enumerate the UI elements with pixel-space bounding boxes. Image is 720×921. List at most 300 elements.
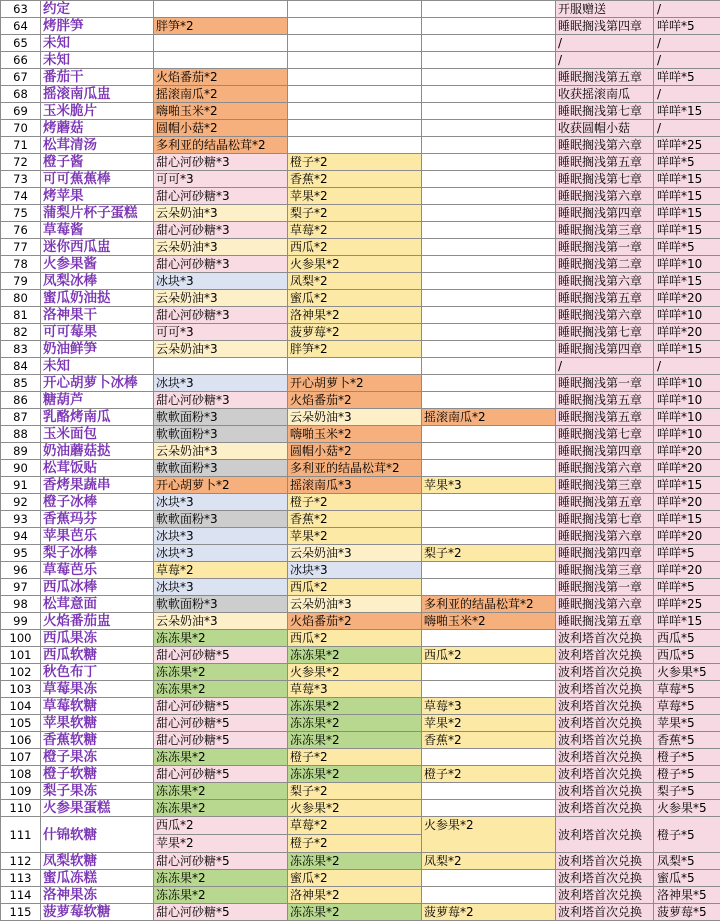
row-number: 103 [1, 681, 41, 698]
ingredient-2: 冻冻果*2 [288, 853, 422, 870]
cost-cell: / [654, 120, 720, 137]
ingredient-3: 凤梨*2 [422, 853, 556, 870]
row-number: 85 [1, 375, 41, 392]
table-row [1, 171, 720, 188]
row-number: 90 [1, 460, 41, 477]
source-cell: 睡眠搁浅第六章 [556, 460, 654, 477]
row-number: 95 [1, 545, 41, 562]
ingredient-3: 摇滚南瓜*2 [422, 409, 556, 426]
row-number: 96 [1, 562, 41, 579]
row-number: 68 [1, 86, 41, 103]
source-cell: 睡眠搁浅第五章 [556, 613, 654, 630]
cost-cell: 咩咩*10 [654, 375, 720, 392]
row-number: 63 [1, 1, 41, 18]
ingredient-3: 梨子*2 [422, 545, 556, 562]
cost-cell: 咩咩*15 [654, 273, 720, 290]
row-number: 71 [1, 137, 41, 154]
row-number: 82 [1, 324, 41, 341]
row-number: 76 [1, 222, 41, 239]
row-number: 66 [1, 52, 41, 69]
ingredient-2: 苹果*2 [288, 528, 422, 545]
dish-name: 糖葫芦 [41, 392, 154, 409]
cost-cell: 咩咩*10 [654, 307, 720, 324]
dish-name: 摇滚南瓜盅 [41, 86, 154, 103]
ingredient-3 [422, 256, 556, 273]
ingredient-2 [288, 18, 422, 35]
row-number: 77 [1, 239, 41, 256]
table-row [1, 154, 720, 171]
table-row [1, 579, 720, 596]
ingredient-3 [422, 324, 556, 341]
cost-cell: / [654, 1, 720, 18]
table-row [1, 887, 720, 904]
source-cell: 睡眠搁浅第二章 [556, 256, 654, 273]
cost-cell: 咩咩*10 [654, 392, 720, 409]
cost-cell: 咩咩*15 [654, 341, 720, 358]
dish-name: 西瓜果冻 [41, 630, 154, 647]
dish-name: 玉米脆片 [41, 103, 154, 120]
ingredient-3 [422, 307, 556, 324]
source-cell: 睡眠搁浅第四章 [556, 545, 654, 562]
dish-name: 松茸清汤 [41, 137, 154, 154]
ingredient-3 [422, 205, 556, 222]
dish-name: 火参果蛋糕 [41, 800, 154, 817]
dish-name: 乳酪烤南瓜 [41, 409, 154, 426]
ingredient-3 [422, 749, 556, 766]
cost-cell: 橙子*5 [654, 766, 720, 783]
source-cell: 波利塔首次兑换 [556, 904, 654, 921]
dish-name: 西瓜冰棒 [41, 579, 154, 596]
recipe-table-body [1, 1, 720, 921]
ingredient-1: 軟軟面粉*3 [154, 409, 288, 426]
table-row [1, 749, 720, 766]
dish-name: 蒲梨片杯子蛋糕 [41, 205, 154, 222]
source-cell: 波利塔首次兑换 [556, 853, 654, 870]
ingredient-3 [422, 783, 556, 800]
row-number: 110 [1, 800, 41, 817]
row-number: 87 [1, 409, 41, 426]
ingredient-1: 云朵奶油*3 [154, 239, 288, 256]
row-number: 92 [1, 494, 41, 511]
ingredient-3: 苹果*2 [422, 715, 556, 732]
ingredient-1: 甜心河砂糖*3 [154, 154, 288, 171]
ingredient-2: 云朵奶油*3 [288, 545, 422, 562]
table-row [1, 375, 720, 392]
source-cell: 波利塔首次兑换 [556, 664, 654, 681]
ingredient-1 [154, 52, 288, 69]
ingredient-1a: 西瓜*2 [154, 817, 287, 834]
row-number: 79 [1, 273, 41, 290]
dish-name: 未知 [41, 358, 154, 375]
ingredient-1: 可可*3 [154, 171, 288, 188]
source-cell: 睡眠搁浅第六章 [556, 273, 654, 290]
source-cell: 睡眠搁浅第六章 [556, 188, 654, 205]
cost-cell: 咩咩*20 [654, 460, 720, 477]
cost-cell: 咩咩*20 [654, 494, 720, 511]
row-number: 111 [1, 817, 41, 853]
table-row [1, 120, 720, 137]
row-number: 93 [1, 511, 41, 528]
table-row [1, 460, 720, 477]
source-cell: 睡眠搁浅第四章 [556, 205, 654, 222]
source-cell: 睡眠搁浅第七章 [556, 171, 654, 188]
ingredient-2: 橙子*2 [288, 154, 422, 171]
source-cell: 睡眠搁浅第六章 [556, 307, 654, 324]
dish-name: 草莓果冻 [41, 681, 154, 698]
ingredient-1: 軟軟面粉*3 [154, 596, 288, 613]
cost-cell: 咩咩*25 [654, 137, 720, 154]
dish-name: 草莓软糖 [41, 698, 154, 715]
table-row [1, 630, 720, 647]
table-row [1, 800, 720, 817]
ingredient-2: 冻冻果*2 [288, 904, 422, 921]
cost-cell: 咩咩*15 [654, 171, 720, 188]
cost-cell: 咩咩*10 [654, 409, 720, 426]
ingredient-1: 甜心河砂糖*5 [154, 904, 288, 921]
cost-cell: 咩咩*5 [654, 579, 720, 596]
ingredient-2: 洛神果*2 [288, 887, 422, 904]
cost-cell: 咩咩*15 [654, 477, 720, 494]
ingredient-3 [422, 86, 556, 103]
ingredient-3 [422, 341, 556, 358]
row-number: 86 [1, 392, 41, 409]
table-row [1, 205, 720, 222]
ingredient-2: 火焰番茄*2 [288, 392, 422, 409]
source-cell: 睡眠搁浅第三章 [556, 562, 654, 579]
dish-name: 迷你西瓜盅 [41, 239, 154, 256]
dish-name: 未知 [41, 35, 154, 52]
dish-name: 橙子果冻 [41, 749, 154, 766]
source-cell: 睡眠搁浅第七章 [556, 426, 654, 443]
table-row [1, 392, 720, 409]
ingredient-3 [422, 528, 556, 545]
source-cell: 睡眠搁浅第一章 [556, 239, 654, 256]
cost-cell: 西瓜*5 [654, 647, 720, 664]
ingredient-1: 甜心河砂糖*3 [154, 392, 288, 409]
table-row [1, 18, 720, 35]
table-row [1, 904, 720, 921]
ingredient-1: 圆帽小菇*2 [154, 120, 288, 137]
cost-cell: 咩咩*15 [654, 205, 720, 222]
cost-cell: 橙子*5 [654, 749, 720, 766]
ingredient-2: 胖笋*2 [288, 341, 422, 358]
source-cell: 睡眠搁浅第三章 [556, 477, 654, 494]
ingredient-3 [422, 375, 556, 392]
table-row [1, 239, 720, 256]
ingredient-3 [422, 664, 556, 681]
ingredient-1: 多利亚的结晶松茸*2 [154, 137, 288, 154]
source-cell: 波利塔首次兑换 [556, 715, 654, 732]
table-row [1, 681, 720, 698]
source-cell: 睡眠搁浅第一章 [556, 579, 654, 596]
ingredient-1: 軟軟面粉*3 [154, 426, 288, 443]
table-row [1, 613, 720, 630]
table-row [1, 307, 720, 324]
table-row [1, 324, 720, 341]
table-row [1, 477, 720, 494]
ingredient-1: 甜心河砂糖*3 [154, 256, 288, 273]
ingredient-1: 軟軟面粉*3 [154, 460, 288, 477]
table-row [1, 870, 720, 887]
ingredient-1: 甜心河砂糖*3 [154, 188, 288, 205]
source-cell: 睡眠搁浅第五章 [556, 494, 654, 511]
cost-cell: 咩咩*10 [654, 426, 720, 443]
ingredient-2: 西瓜*2 [288, 579, 422, 596]
source-cell: 睡眠搁浅第六章 [556, 137, 654, 154]
cost-cell: 咩咩*5 [654, 69, 720, 86]
table-row [1, 647, 720, 664]
ingredient-3: 橙子*2 [422, 766, 556, 783]
cost-cell: / [654, 35, 720, 52]
source-cell: 睡眠搁浅第六章 [556, 528, 654, 545]
table-row [1, 698, 720, 715]
row-number: 89 [1, 443, 41, 460]
table-row [1, 103, 720, 120]
row-number: 75 [1, 205, 41, 222]
ingredient-1: 草莓*2 [154, 562, 288, 579]
dish-name: 橙子冰棒 [41, 494, 154, 511]
ingredient-2: 草莓*3 [288, 681, 422, 698]
dish-name: 草莓酱 [41, 222, 154, 239]
table-row [1, 426, 720, 443]
dish-name: 可可蕉蕉棒 [41, 171, 154, 188]
cost-cell: 香蕉*5 [654, 732, 720, 749]
dish-name: 橙子酱 [41, 154, 154, 171]
ingredient-1b: 苹果*2 [154, 834, 287, 852]
dish-name: 苹果芭乐 [41, 528, 154, 545]
dish-name: 秋色布丁 [41, 664, 154, 681]
ingredient-2: 橙子*2 [288, 494, 422, 511]
ingredient-1: 云朵奶油*3 [154, 613, 288, 630]
cost-cell: 咩咩*15 [654, 103, 720, 120]
ingredient-1 [154, 35, 288, 52]
row-number: 84 [1, 358, 41, 375]
ingredient-3 [422, 239, 556, 256]
table-row [1, 222, 720, 239]
table-row [1, 86, 720, 103]
table-row [1, 69, 720, 86]
ingredient-3 [422, 630, 556, 647]
source-cell: 睡眠搁浅第六章 [556, 596, 654, 613]
ingredient-3 [422, 392, 556, 409]
source-cell: 波利塔首次兑换 [556, 870, 654, 887]
ingredient-3 [422, 120, 556, 137]
source-cell: 睡眠搁浅第四章 [556, 443, 654, 460]
row-number: 64 [1, 18, 41, 35]
ingredient-1: 甜心河砂糖*5 [154, 698, 288, 715]
ingredient-2: 蜜瓜*2 [288, 290, 422, 307]
ingredient-3 [422, 1, 556, 18]
source-cell: 睡眠搁浅第五章 [556, 290, 654, 307]
cost-cell: 草莓*5 [654, 681, 720, 698]
source-cell: 睡眠搁浅第五章 [556, 69, 654, 86]
table-row [1, 409, 720, 426]
source-cell: 睡眠搁浅第四章 [556, 18, 654, 35]
source-cell: 睡眠搁浅第一章 [556, 375, 654, 392]
dish-name: 奶油蘑菇挞 [41, 443, 154, 460]
ingredient-1: 冻冻果*2 [154, 749, 288, 766]
ingredient-1: 云朵奶油*3 [154, 290, 288, 307]
ingredient-1: 火焰番茄*2 [154, 69, 288, 86]
table-row [1, 511, 720, 528]
ingredient-3 [422, 511, 556, 528]
ingredient-3: 菠萝莓*2 [422, 904, 556, 921]
row-number: 65 [1, 35, 41, 52]
ingredient-3 [422, 273, 556, 290]
row-number: 107 [1, 749, 41, 766]
row-number: 112 [1, 853, 41, 870]
table-row [1, 545, 720, 562]
ingredient-3 [422, 69, 556, 86]
source-cell: / [556, 35, 654, 52]
ingredient-2b: 橙子*2 [288, 834, 421, 852]
row-number: 73 [1, 171, 41, 188]
source-cell: 睡眠搁浅第七章 [556, 511, 654, 528]
row-number: 67 [1, 69, 41, 86]
ingredient-2: 冻冻果*2 [288, 732, 422, 749]
cost-cell: 苹果*5 [654, 715, 720, 732]
cost-cell: 咩咩*15 [654, 188, 720, 205]
ingredient-1: 冰块*3 [154, 273, 288, 290]
ingredient-2 [288, 1, 422, 18]
dish-name: 蜜瓜冻糕 [41, 870, 154, 887]
ingredient-1: 开心胡萝卜*2 [154, 477, 288, 494]
ingredient-2: 西瓜*2 [288, 630, 422, 647]
table-row [1, 341, 720, 358]
ingredient-2: 云朵奶油*3 [288, 596, 422, 613]
ingredient-1: 冻冻果*2 [154, 681, 288, 698]
ingredient-1: 冻冻果*2 [154, 630, 288, 647]
row-number: 74 [1, 188, 41, 205]
cost-cell: 蜜瓜*5 [654, 870, 720, 887]
row-number: 80 [1, 290, 41, 307]
table-row [1, 358, 720, 375]
cost-cell: 咩咩*20 [654, 443, 720, 460]
cost-cell: 咩咩*20 [654, 290, 720, 307]
row-number: 104 [1, 698, 41, 715]
dish-name: 开心胡萝卜冰棒 [41, 375, 154, 392]
source-cell: 波利塔首次兑换 [556, 630, 654, 647]
ingredient-1 [154, 817, 288, 853]
dish-name: 西瓜软糖 [41, 647, 154, 664]
row-number: 69 [1, 103, 41, 120]
cost-cell: 咩咩*25 [654, 596, 720, 613]
dish-name: 草莓芭乐 [41, 562, 154, 579]
ingredient-3 [422, 35, 556, 52]
ingredient-3 [422, 171, 556, 188]
ingredient-1: 甜心河砂糖*5 [154, 766, 288, 783]
source-cell: 波利塔首次兑换 [556, 800, 654, 817]
cost-cell: 咩咩*5 [654, 18, 720, 35]
ingredient-3 [422, 460, 556, 477]
cost-cell: 咩咩*15 [654, 222, 720, 239]
ingredient-2 [288, 69, 422, 86]
row-number: 108 [1, 766, 41, 783]
ingredient-3 [422, 52, 556, 69]
dish-name: 火参果酱 [41, 256, 154, 273]
row-number: 105 [1, 715, 41, 732]
ingredient-2: 香蕉*2 [288, 171, 422, 188]
ingredient-2 [288, 35, 422, 52]
ingredient-1: 冰块*3 [154, 494, 288, 511]
ingredient-2 [288, 52, 422, 69]
cost-cell: 草莓*5 [654, 698, 720, 715]
ingredient-1: 冻冻果*2 [154, 664, 288, 681]
ingredient-1: 甜心河砂糖*5 [154, 647, 288, 664]
ingredient-2: 云朵奶油*3 [288, 409, 422, 426]
row-number: 88 [1, 426, 41, 443]
cost-cell: / [654, 358, 720, 375]
table-row [1, 290, 720, 307]
ingredient-1: 冰块*3 [154, 375, 288, 392]
dish-name: 香烤果蔬串 [41, 477, 154, 494]
ingredient-1: 冻冻果*2 [154, 783, 288, 800]
source-cell: 波利塔首次兑换 [556, 732, 654, 749]
ingredient-3 [422, 426, 556, 443]
ingredient-2: 梨子*2 [288, 205, 422, 222]
cost-cell: 咩咩*20 [654, 562, 720, 579]
ingredient-1: 云朵奶油*3 [154, 341, 288, 358]
ingredient-2: 嗨啪玉米*2 [288, 426, 422, 443]
ingredient-1 [154, 1, 288, 18]
source-cell: 波利塔首次兑换 [556, 887, 654, 904]
cost-cell: 咩咩*5 [654, 154, 720, 171]
ingredient-1: 甜心河砂糖*5 [154, 853, 288, 870]
ingredient-3: 草莓*3 [422, 698, 556, 715]
table-row [1, 732, 720, 749]
table-row [1, 715, 720, 732]
ingredient-3 [422, 494, 556, 511]
row-number: 94 [1, 528, 41, 545]
row-number: 102 [1, 664, 41, 681]
cost-cell: 西瓜*5 [654, 630, 720, 647]
row-number: 78 [1, 256, 41, 273]
table-row [1, 528, 720, 545]
cost-cell: 菠萝莓*5 [654, 904, 720, 921]
cost-cell: 咩咩*10 [654, 256, 720, 273]
ingredient-2: 火参果*2 [288, 800, 422, 817]
ingredient-1: 甜心河砂糖*3 [154, 222, 288, 239]
dish-name: 洛神果冻 [41, 887, 154, 904]
ingredient-1: 冰块*3 [154, 579, 288, 596]
ingredient-3: 西瓜*2 [422, 647, 556, 664]
ingredient-3 [422, 870, 556, 887]
ingredient-3 [422, 103, 556, 120]
cost-cell: 洛神果*5 [654, 887, 720, 904]
ingredient-3 [422, 222, 556, 239]
source-cell: 波利塔首次兑换 [556, 817, 654, 853]
table-row [1, 766, 720, 783]
ingredient-3 [422, 443, 556, 460]
ingredient-2: 开心胡萝卜*2 [288, 375, 422, 392]
ingredient-2: 香蕉*2 [288, 511, 422, 528]
ingredient-1: 嗨啪玉米*2 [154, 103, 288, 120]
dish-name: 奶油鲜笋 [41, 341, 154, 358]
ingredient-2: 梨子*2 [288, 783, 422, 800]
table-row [1, 35, 720, 52]
source-cell: 波利塔首次兑换 [556, 766, 654, 783]
ingredient-3 [422, 154, 556, 171]
cost-cell: 咩咩*15 [654, 511, 720, 528]
row-number: 99 [1, 613, 41, 630]
dish-name: 松茸饭贴 [41, 460, 154, 477]
ingredient-2: 圆帽小菇*2 [288, 443, 422, 460]
ingredient-2: 西瓜*2 [288, 239, 422, 256]
dish-name: 约定 [41, 1, 154, 18]
cost-cell: 凤梨*5 [654, 853, 720, 870]
ingredient-1: 胖笋*2 [154, 18, 288, 35]
source-cell: 睡眠搁浅第七章 [556, 324, 654, 341]
